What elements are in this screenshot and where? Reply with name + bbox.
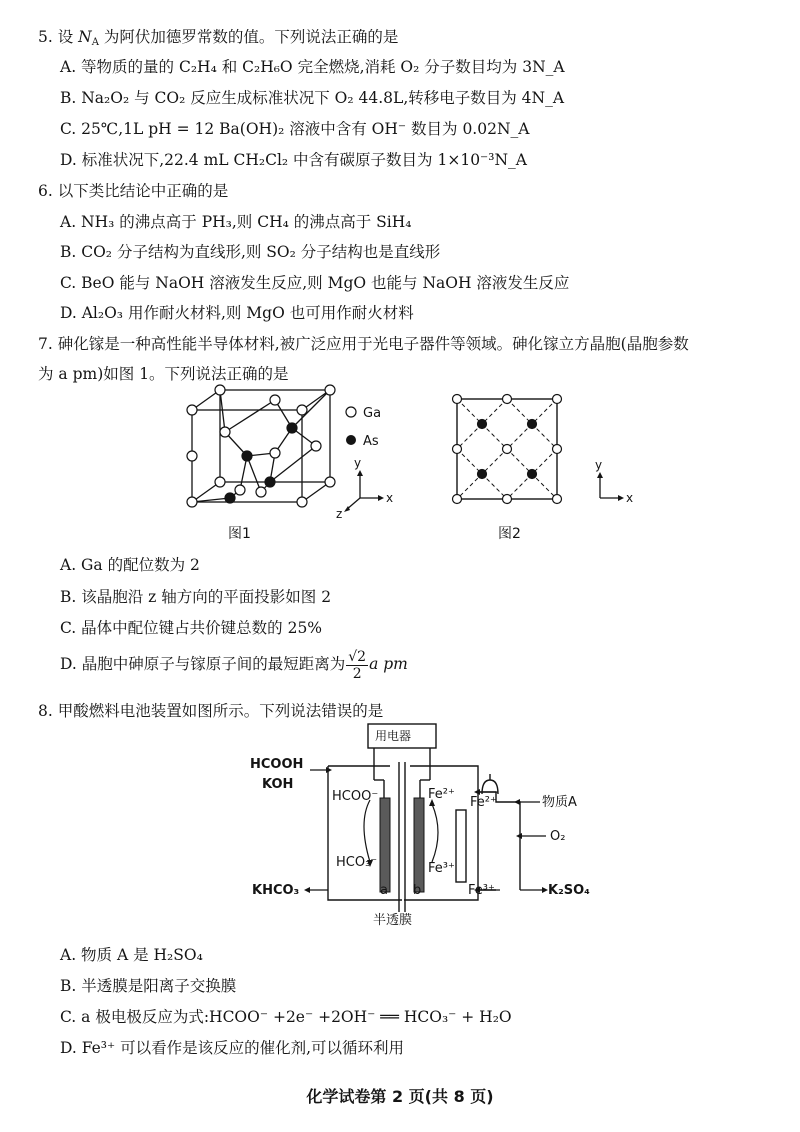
label-fe3-inner: Fe³⁺ <box>428 861 455 876</box>
label-o2: O₂ <box>550 829 566 844</box>
q7-stem-line2: 为 a pm)如图 1。下列说法正确的是 <box>38 365 289 383</box>
q6-option-d: D. Al₂O₃ 用作耐火材料,则 MgO 也可用作耐火材料 <box>60 304 414 322</box>
q6-option-a: A. NH₃ 的沸点高于 PH₃,则 CH₄ 的沸点高于 SiH₄ <box>60 213 412 231</box>
fig2-axis-x: x <box>626 491 634 505</box>
q7-stem-line1: 7. 砷化镓是一种高性能半导体材料,被广泛应用于光电子器件等领域。砷化镓立方晶胞(晶胞参数 <box>38 335 689 353</box>
label-hcoo: HCOO⁻ <box>332 789 379 804</box>
q8-option-a: A. 物质 A 是 H₂SO₄ <box>60 946 203 964</box>
inlet-koh: KOH <box>262 777 294 792</box>
inlet-hcooh: HCOOH <box>250 757 304 772</box>
electrode-a-label: a <box>380 883 388 898</box>
q8-option-b: B. 半透膜是阳离子交换膜 <box>60 977 237 995</box>
q7-option-d: D. 晶胞中砷原子与镓原子间的最短距离为 $\frac{√2}{2}$ a pm <box>60 648 408 682</box>
figure-1-unit-cell <box>180 388 430 538</box>
fig1-axis-y: y <box>354 456 362 470</box>
label-substance-a: 物质A <box>542 795 577 810</box>
q7-option-c: C. 晶体中配位键占共价键总数的 25% <box>60 619 323 637</box>
q8-option-d: D. Fe³⁺ 可以看作是该反应的催化剂,可以循环利用 <box>60 1039 405 1057</box>
figure-2-caption: 图2 <box>498 526 521 542</box>
page-footer: 化学试卷第 2 页(共 8 页) <box>306 1087 494 1106</box>
q6-option-b: B. CO₂ 分子结构为直线形,则 SO₂ 分子结构也是直线形 <box>60 243 441 261</box>
q6-stem: 6. 以下类比结论中正确的是 <box>38 182 229 200</box>
label-hco3: HCO₃⁻ <box>336 855 378 870</box>
q7-fraction: $\frac{√2}{2}$ <box>348 648 367 682</box>
q8-stem: 8. 甲酸燃料电池装置如图所示。下列说法错误的是 <box>38 702 384 720</box>
electrode-b-label: b <box>413 883 422 898</box>
device-label: 用电器 <box>375 729 412 743</box>
q5-option-b: B. Na₂O₂ 与 CO₂ 反应生成标准状况下 O₂ 44.8L,转移电子数目为 4N_A <box>60 89 565 107</box>
q5-stem: 5. 设 $N_A$ 为阿伏加德罗常数的值。下列说法正确的是 <box>38 28 399 48</box>
fig2-axis-y: y <box>595 458 603 472</box>
label-fe2-right: Fe²⁺ <box>470 795 497 810</box>
outlet-khco3: KHCO₃ <box>252 883 300 898</box>
legend-ga-label: Ga <box>363 406 382 421</box>
q6-option-c: C. BeO 能与 NaOH 溶液发生反应,则 MgO 也能与 NaOH 溶液发生反应 <box>60 274 570 292</box>
figure-2-projection <box>450 392 640 512</box>
fig1-axis-z: z <box>336 507 343 521</box>
q5-option-c: C. 25℃,1L pH = 12 Ba(OH)₂ 溶液中含有 OH⁻ 数目为 0.02N_A <box>60 120 530 138</box>
membrane-label: 半透膜 <box>373 913 413 928</box>
label-fe3-right: Fe³⁺ <box>468 883 495 898</box>
legend-as-label: As <box>363 434 379 449</box>
q5-option-d: D. 标准状况下,22.4 mL CH₂Cl₂ 中含有碳原子数目为 1×10⁻³N_A <box>60 151 527 169</box>
q8-option-c: C. a 极电极反应为式:HCOO⁻ +2e⁻ +2OH⁻ ══ HCO₃⁻ + H₂O <box>60 1008 512 1026</box>
fig1-axis-x: x <box>386 491 394 505</box>
label-k2so4: K₂SO₄ <box>548 883 590 898</box>
q7-option-a: A. Ga 的配位数为 2 <box>60 556 200 574</box>
label-fe2-inner: Fe²⁺ <box>428 787 455 802</box>
q7-option-b: B. 该晶胞沿 z 轴方向的平面投影如图 2 <box>60 588 332 606</box>
q5-option-a: A. 等物质的量的 C₂H₄ 和 C₂H₆O 完全燃烧,消耗 O₂ 分子数目均为 3N_A <box>60 58 565 76</box>
figure-1-caption: 图1 <box>228 526 251 542</box>
